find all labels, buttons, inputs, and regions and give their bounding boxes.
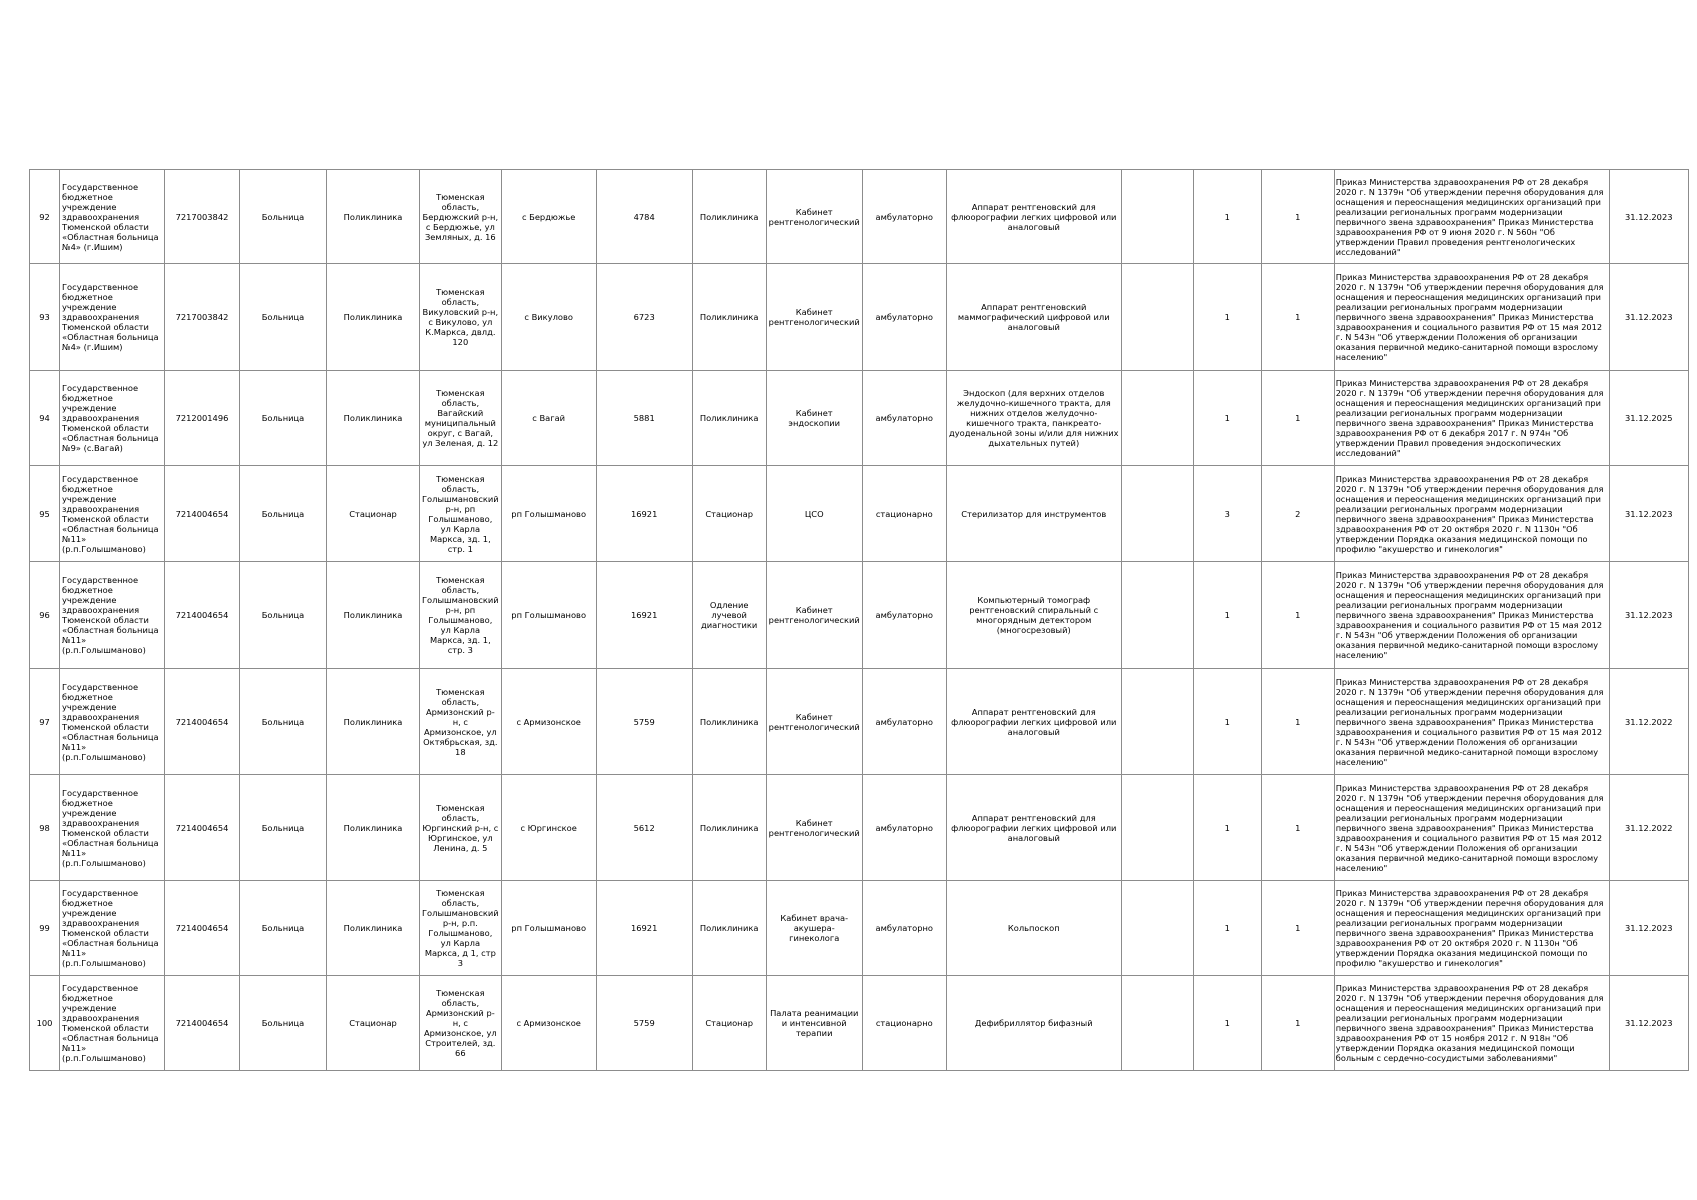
deadline-date: 31.12.2023 [1609, 466, 1688, 562]
care-form: амбулаторно [862, 775, 946, 881]
organization-name: Государственное бюджетное учреждение здравоохранения Тюменской области «Областная больница №11» (р.п.Голышманово) [60, 669, 165, 775]
legal-basis: Приказ Министерства здравоохранения РФ от 28 декабря 2020 г. N 1379н "Об утверждении перечня оборудования для оснащения и переоснащения медицинских организаций при реализации региональных программ модернизации первичного звена здравоохранения" Приказ Министерства здравоохранения РФ от 9 июня 2020 г. N 560н "Об утверждении Правил проведения рентгенологических исследований" [1334, 170, 1609, 264]
quantity-cell-2: 1 [1261, 562, 1334, 669]
locality-cell: рп Голышманово [501, 466, 596, 562]
cabinet-cell: Кабинет рентгенологический [766, 775, 862, 881]
table-row [30, 170, 1689, 264]
quantity-cell-2: 1 [1261, 976, 1334, 1071]
empty-cell [1121, 775, 1193, 881]
address-cell: Тюменская область, Голышмановский р-н, рп Голышманово, ул Карла Маркса, зд. 1, стр. 3 [420, 562, 502, 669]
inn-cell: 7214004654 [165, 881, 240, 976]
equipment-name: Кольпоскоп [946, 881, 1121, 976]
legal-basis: Приказ Министерства здравоохранения РФ от 28 декабря 2020 г. N 1379н "Об утверждении перечня оборудования для оснащения и переоснащения медицинских организаций при реализации региональных программ модернизации первичного звена здравоохранения" Приказ Министерства здравоохранения и социального развития РФ от 15 мая 2012 г. N 543н "Об утверждении Положения об организации оказания первичной медико-санитарной помощи взрослому населению" [1334, 264, 1609, 371]
inn-cell: 7217003842 [165, 264, 240, 371]
cabinet-cell: Кабинет врача-акушера-гинеколога [766, 881, 862, 976]
quantity-cell-2: 1 [1261, 669, 1334, 775]
facility-type: Больница [240, 881, 327, 976]
unit-type: Поликлиника [327, 775, 420, 881]
table-row [30, 562, 1689, 669]
quantity-cell-2: 1 [1261, 881, 1334, 976]
care-form: амбулаторно [862, 881, 946, 976]
population-cell: 5759 [596, 669, 692, 775]
inn-cell: 7214004654 [165, 669, 240, 775]
row-number: 100 [30, 976, 60, 1071]
cabinet-cell: Кабинет рентгенологический [766, 669, 862, 775]
address-cell: Тюменская область, Армизонский р-н, с Армизонское, ул Октябрьская, зд. 18 [420, 669, 502, 775]
quantity-cell-2: 2 [1261, 466, 1334, 562]
cabinet-cell: ЦСО [766, 466, 862, 562]
organization-name: Государственное бюджетное учреждение здравоохранения Тюменской области «Областная больница №11» (р.п.Голышманово) [60, 976, 165, 1071]
department-cell: Стационар [692, 466, 766, 562]
inn-cell: 7214004654 [165, 775, 240, 881]
facility-type: Больница [240, 669, 327, 775]
inn-cell: 7217003842 [165, 170, 240, 264]
unit-type: Поликлиника [327, 371, 420, 466]
equipment-name: Аппарат рентгеновский маммографический цифровой или аналоговый [946, 264, 1121, 371]
inn-cell: 7214004654 [165, 976, 240, 1071]
equipment-name: Дефибриллятор бифазный [946, 976, 1121, 1071]
equipment-name: Аппарат рентгеновский для флюорографии легких цифровой или аналоговый [946, 170, 1121, 264]
cabinet-cell: Кабинет эндоскопии [766, 371, 862, 466]
address-cell: Тюменская область, Армизонский р-н, с Армизонское, ул Строителей, зд. 66 [420, 976, 502, 1071]
facility-type: Больница [240, 775, 327, 881]
deadline-date: 31.12.2023 [1609, 881, 1688, 976]
row-number: 98 [30, 775, 60, 881]
quantity-cell-2: 1 [1261, 170, 1334, 264]
equipment-name: Стерилизатор для инструментов [946, 466, 1121, 562]
deadline-date: 31.12.2023 [1609, 170, 1688, 264]
equipment-table [29, 169, 1689, 1071]
address-cell: Тюменская область, Голышмановский р-н, р.п. Голышманово, ул Карла Маркса, д 1, стр 3 [420, 881, 502, 976]
care-form: амбулаторно [862, 669, 946, 775]
organization-name: Государственное бюджетное учреждение здравоохранения Тюменской области «Областная больница №11» (р.п.Голышманово) [60, 775, 165, 881]
population-cell: 5612 [596, 775, 692, 881]
locality-cell: с Армизонское [501, 976, 596, 1071]
locality-cell: рп Голышманово [501, 562, 596, 669]
deadline-date: 31.12.2023 [1609, 562, 1688, 669]
deadline-date: 31.12.2022 [1609, 775, 1688, 881]
population-cell: 5881 [596, 371, 692, 466]
unit-type: Поликлиника [327, 170, 420, 264]
organization-name: Государственное бюджетное учреждение здравоохранения Тюменской области «Областная больница №4» (г.Ишим) [60, 264, 165, 371]
facility-type: Больница [240, 371, 327, 466]
facility-type: Больница [240, 264, 327, 371]
unit-type: Поликлиника [327, 562, 420, 669]
care-form: амбулаторно [862, 371, 946, 466]
population-cell: 5759 [596, 976, 692, 1071]
equipment-name: Компьютерный томограф рентгеновский спиральный с многорядным детектором (многосрезовый) [946, 562, 1121, 669]
empty-cell [1121, 669, 1193, 775]
legal-basis: Приказ Министерства здравоохранения РФ от 28 декабря 2020 г. N 1379н "Об утверждении перечня оборудования для оснащения и переоснащения медицинских организаций при реализации региональных программ модернизации первичного звена здравоохранения" Приказ Министерства здравоохранения и социального развития РФ от 15 мая 2012 г. N 543н "Об утверждении Положения об организации оказания первичной медико-санитарной помощи взрослому населению" [1334, 669, 1609, 775]
deadline-date: 31.12.2025 [1609, 371, 1688, 466]
population-cell: 16921 [596, 881, 692, 976]
department-cell: Поликлиника [692, 264, 766, 371]
department-cell: Стационар [692, 976, 766, 1071]
quantity-cell-2: 1 [1261, 371, 1334, 466]
equipment-name: Аппарат рентгеновский для флюорографии легких цифровой или аналоговый [946, 669, 1121, 775]
locality-cell: с Бердюжье [501, 170, 596, 264]
quantity-cell: 1 [1193, 371, 1261, 466]
facility-type: Больница [240, 562, 327, 669]
deadline-date: 31.12.2023 [1609, 976, 1688, 1071]
quantity-cell: 3 [1193, 466, 1261, 562]
legal-basis: Приказ Министерства здравоохранения РФ от 28 декабря 2020 г. N 1379н "Об утверждении перечня оборудования для оснащения и переоснащения медицинских организаций при реализации региональных программ модернизации первичного звена здравоохранения" Приказ Министерства здравоохранения и социального развития РФ от 15 мая 2012 г. N 543н "Об утверждении Положения об организации оказания первичной медико-санитарной помощи взрослому населению" [1334, 775, 1609, 881]
department-cell: Поликлиника [692, 775, 766, 881]
cabinet-cell: Кабинет рентгенологический [766, 562, 862, 669]
row-number: 94 [30, 371, 60, 466]
inn-cell: 7214004654 [165, 562, 240, 669]
care-form: амбулаторно [862, 170, 946, 264]
unit-type: Поликлиника [327, 669, 420, 775]
organization-name: Государственное бюджетное учреждение здравоохранения Тюменской области «Областная больница №9» (с.Вагай) [60, 371, 165, 466]
empty-cell [1121, 466, 1193, 562]
cabinet-cell: Палата реанимации и интенсивной терапии [766, 976, 862, 1071]
empty-cell [1121, 881, 1193, 976]
row-number: 92 [30, 170, 60, 264]
address-cell: Тюменская область, Вагайский муниципальный округ, с Вагай, ул Зеленая, д. 12 [420, 371, 502, 466]
facility-type: Больница [240, 976, 327, 1071]
care-form: стационарно [862, 466, 946, 562]
department-cell: Одление лучевой диагностики [692, 562, 766, 669]
care-form: амбулаторно [862, 264, 946, 371]
table-row [30, 466, 1689, 562]
department-cell: Поликлиника [692, 170, 766, 264]
facility-type: Больница [240, 170, 327, 264]
table-row [30, 976, 1689, 1071]
equipment-name: Эндоскоп (для верхних отделов желудочно-кишечного тракта, для нижних отделов желудочно-кишечного тракта, панкреато-дуоденальной зоны и/или для нижних дыхательных путей) [946, 371, 1121, 466]
population-cell: 16921 [596, 466, 692, 562]
legal-basis: Приказ Министерства здравоохранения РФ от 28 декабря 2020 г. N 1379н "Об утверждении перечня оборудования для оснащения и переоснащения медицинских организаций при реализации региональных программ модернизации первичного звена здравоохранения" Приказ Министерства здравоохранения РФ от 6 декабря 2017 г. N 974н "Об утверждении Правил проведения эндоскопических исследований" [1334, 371, 1609, 466]
population-cell: 4784 [596, 170, 692, 264]
quantity-cell: 1 [1193, 170, 1261, 264]
quantity-cell: 1 [1193, 775, 1261, 881]
row-number: 97 [30, 669, 60, 775]
legal-basis: Приказ Министерства здравоохранения РФ от 28 декабря 2020 г. N 1379н "Об утверждении перечня оборудования для оснащения и переоснащения медицинских организаций при реализации региональных программ модернизации первичного звена здравоохранения" Приказ Министерства здравоохранения РФ от 20 октября 2020 г. N 1130н "Об утверждении Порядка оказания медицинской помощи по профилю "акушерство и гинекология" [1334, 881, 1609, 976]
locality-cell: с Вагай [501, 371, 596, 466]
locality-cell: рп Голышманово [501, 881, 596, 976]
cabinet-cell: Кабинет рентгенологический [766, 264, 862, 371]
facility-type: Больница [240, 466, 327, 562]
quantity-cell: 1 [1193, 669, 1261, 775]
unit-type: Стационар [327, 466, 420, 562]
equipment-name: Аппарат рентгеновский для флюорографии легких цифровой или аналоговый [946, 775, 1121, 881]
quantity-cell: 1 [1193, 264, 1261, 371]
department-cell: Поликлиника [692, 669, 766, 775]
row-number: 96 [30, 562, 60, 669]
department-cell: Поликлиника [692, 881, 766, 976]
organization-name: Государственное бюджетное учреждение здравоохранения Тюменской области «Областная больница №11» (р.п.Голышманово) [60, 562, 165, 669]
table-row [30, 264, 1689, 371]
care-form: стационарно [862, 976, 946, 1071]
table-row [30, 371, 1689, 466]
row-number: 99 [30, 881, 60, 976]
empty-cell [1121, 976, 1193, 1071]
organization-name: Государственное бюджетное учреждение здравоохранения Тюменской области «Областная больница №11» (р.п.Голышманово) [60, 881, 165, 976]
care-form: амбулаторно [862, 562, 946, 669]
table-row [30, 775, 1689, 881]
legal-basis: Приказ Министерства здравоохранения РФ от 28 декабря 2020 г. N 1379н "Об утверждении перечня оборудования для оснащения и переоснащения медицинских организаций при реализации региональных программ модернизации первичного звена здравоохранения" Приказ Министерства здравоохранения РФ от 20 октября 2020 г. N 1130н "Об утверждении Порядка оказания медицинской помощи по профилю "акушерство и гинекология" [1334, 466, 1609, 562]
row-number: 93 [30, 264, 60, 371]
empty-cell [1121, 264, 1193, 371]
locality-cell: с Викулово [501, 264, 596, 371]
population-cell: 6723 [596, 264, 692, 371]
row-number: 95 [30, 466, 60, 562]
unit-type: Стационар [327, 976, 420, 1071]
department-cell: Поликлиника [692, 371, 766, 466]
organization-name: Государственное бюджетное учреждение здравоохранения Тюменской области «Областная больница №11» (р.п.Голышманово) [60, 466, 165, 562]
quantity-cell: 1 [1193, 881, 1261, 976]
address-cell: Тюменская область, Бердюжский р-н, с Бердюжье, ул Земляных, д. 16 [420, 170, 502, 264]
organization-name: Государственное бюджетное учреждение здравоохранения Тюменской области «Областная больница №4» (г.Ишим) [60, 170, 165, 264]
deadline-date: 31.12.2022 [1609, 669, 1688, 775]
empty-cell [1121, 371, 1193, 466]
inn-cell: 7214004654 [165, 466, 240, 562]
empty-cell [1121, 562, 1193, 669]
inn-cell: 7212001496 [165, 371, 240, 466]
locality-cell: с Юргинское [501, 775, 596, 881]
empty-cell [1121, 170, 1193, 264]
population-cell: 16921 [596, 562, 692, 669]
quantity-cell-2: 1 [1261, 264, 1334, 371]
quantity-cell-2: 1 [1261, 775, 1334, 881]
table-row [30, 881, 1689, 976]
table-row [30, 669, 1689, 775]
quantity-cell: 1 [1193, 976, 1261, 1071]
address-cell: Тюменская область, Викуловский р-н, с Викулово, ул К.Маркса, двлд. 120 [420, 264, 502, 371]
unit-type: Поликлиника [327, 264, 420, 371]
quantity-cell: 1 [1193, 562, 1261, 669]
unit-type: Поликлиника [327, 881, 420, 976]
locality-cell: с Армизонское [501, 669, 596, 775]
deadline-date: 31.12.2023 [1609, 264, 1688, 371]
address-cell: Тюменская область, Голышмановский р-н, рп Голышманово, ул Карла Маркса, зд. 1, стр. 1 [420, 466, 502, 562]
table-body [30, 170, 1689, 1071]
cabinet-cell: Кабинет рентгенологический [766, 170, 862, 264]
address-cell: Тюменская область, Юргинский р-н, с Юргинское, ул Ленина, д. 5 [420, 775, 502, 881]
legal-basis: Приказ Министерства здравоохранения РФ от 28 декабря 2020 г. N 1379н "Об утверждении перечня оборудования для оснащения и переоснащения медицинских организаций при реализации региональных программ модернизации первичного звена здравоохранения" Приказ Министерства здравоохранения РФ от 15 ноября 2012 г. N 918н "Об утверждении Порядка оказания медицинской помощи больным с сердечно-сосудистыми заболеваниями" [1334, 976, 1609, 1071]
legal-basis: Приказ Министерства здравоохранения РФ от 28 декабря 2020 г. N 1379н "Об утверждении перечня оборудования для оснащения и переоснащения медицинских организаций при реализации региональных программ модернизации первичного звена здравоохранения" Приказ Министерства здравоохранения и социального развития РФ от 15 мая 2012 г. N 543н "Об утверждении Положения об организации оказания первичной медико-санитарной помощи взрослому населению" [1334, 562, 1609, 669]
